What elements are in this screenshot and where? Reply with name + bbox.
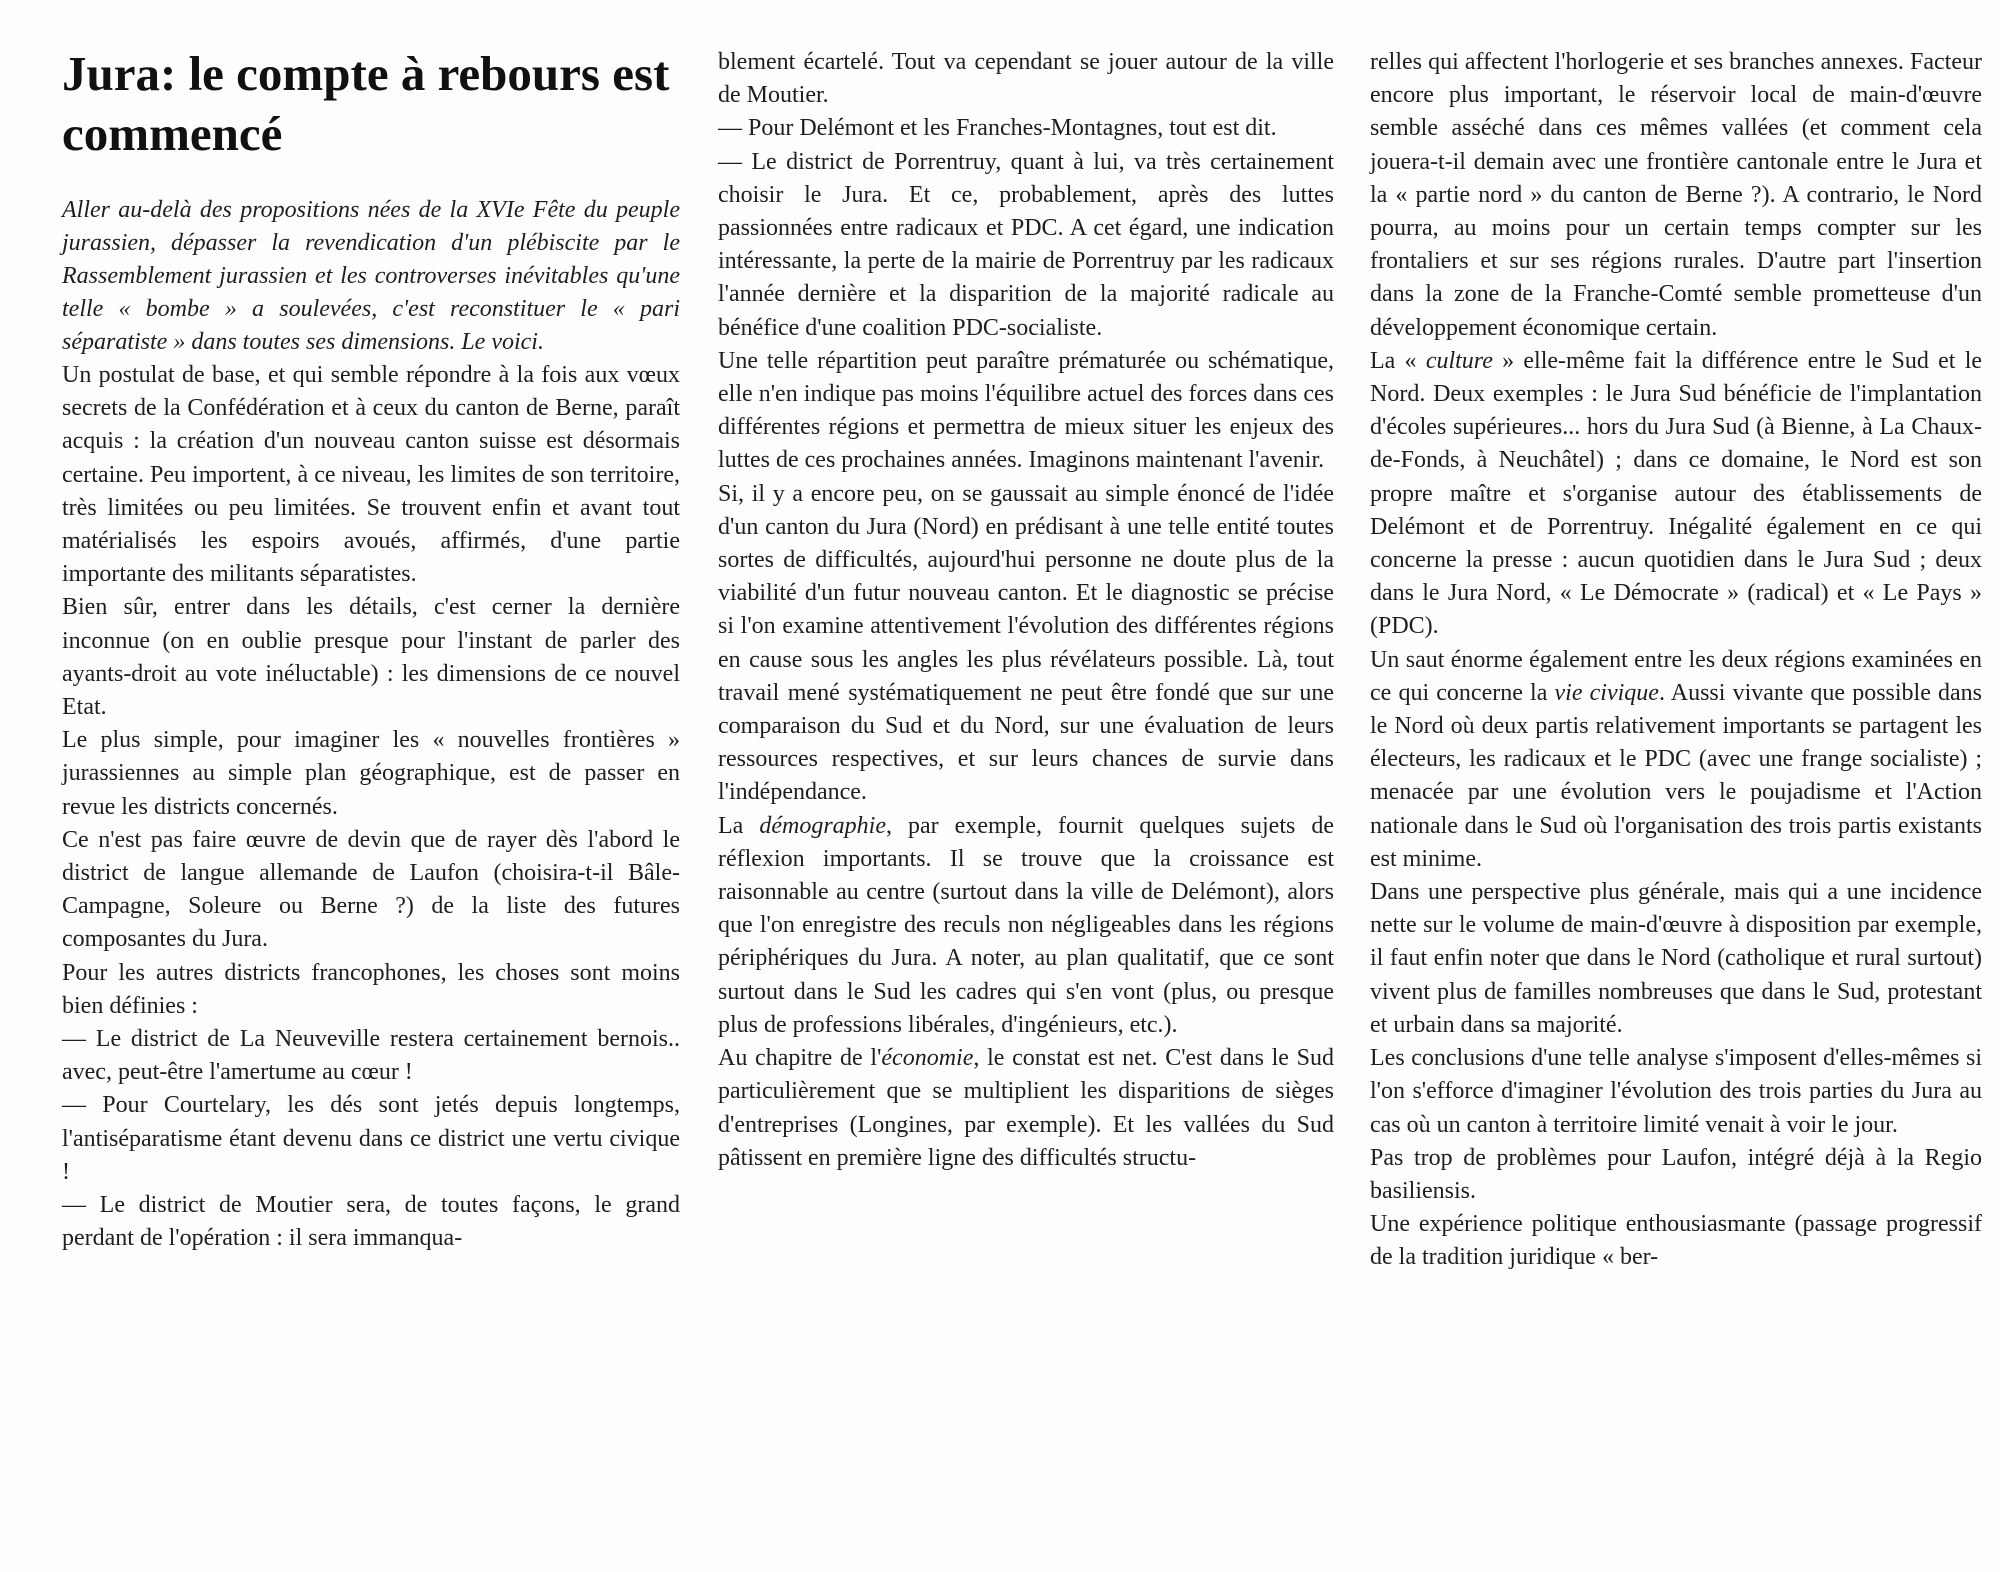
- paragraph: [1370, 644, 1982, 876]
- article-lede: Aller au-delà des propositions nées de la XVIe Fête du peuple jurassien, dépasser la revendication d'un plébiscite par le Rassemblement jurassien et les controverses inévitables qu'une telle « bombe » a soulevées, c'est reconstituer le « pari séparatiste » dans toutes ses dimensions. Le voici.: [62, 197, 680, 355]
- paragraph: — Pour Courtelary, les dés sont jetés depuis longtemps, l'antiséparatisme étant devenu dans ce district une vertu civique !: [62, 1092, 680, 1185]
- text-run: , le constat est net. C'est dans le Sud particulièrement que se multiplient les disparitions de sièges d'entreprises (Longines, par exemple). Et les vallées du Sud pâtissent en première ligne des difficultés structu-: [718, 1045, 1335, 1171]
- paragraph: Les conclusions d'une telle analyse s'imposent d'elles-mêmes si l'on s'efforce d'imaginer l'évolution des trois parties du Jura au cas où un canton à territoire limité venait à voir le jour.: [1370, 1045, 1982, 1138]
- emphasis-economie: économie: [881, 1045, 974, 1072]
- text-run: Un saut énorme également entre les deux régions examinées en ce qui concerne la: [1370, 646, 1982, 706]
- paragraph: Bien sûr, entrer dans les détails, c'est cerner la dernière inconnue (on en oublie presque pour l'instant de parler des ayants-droit au vote inéluctable) : les dimensions de ce nouvel Etat.: [62, 594, 680, 721]
- emphasis-vie-civique: vie civique: [1554, 679, 1659, 706]
- paragraph: — Le district de Moutier sera, de toutes façons, le grand perdant de l'opération : il sera immanqua-: [62, 1192, 680, 1252]
- paragraph: — Le district de Porrentruy, quant à lui, va très certainement choisir le Jura. Et ce, probablement, après des luttes passionnées entre radicaux et PDC. A cet égard, une indication intéressante, la perte de la mairie de Porrentruy par les radicaux l'année dernière et la disparition de la majorité radicale au bénéfice d'une coalition PDC-socialiste.: [718, 148, 1334, 341]
- text-run: » elle-même fait la différence entre le Sud et le Nord. Deux exemples : le Jura Sud bénéficie de l'implantation d'écoles supérieures... hors du Jura Sud (à Bienne, à La Chaux-de-Fonds, à Neuchâtel) ; dans ce domaine, le Nord est son propre maître et s'organise autour des établissements de Delémont et de Porrentruy. Inégalité également en ce qui concerne la presse : aucun quotidien dans le Jura Sud ; deux dans le Jura Nord, « Le Démocrate » (radical) et « Le Pays » (PDC).: [1370, 347, 1983, 640]
- paragraph: [1370, 345, 1982, 644]
- paragraph: [718, 1042, 1334, 1175]
- column-2: [718, 46, 1334, 1175]
- paragraph: relles qui affectent l'horlogerie et ses branches annexes. Facteur encore plus important, le réservoir local de main-d'œuvre semble asséché dans ces mêmes vallées (et comment cela jouera-t-il demain avec une frontière cantonale entre le Jura et la « partie nord » du canton de Berne ?). A contrario, le Nord pourra, au moins pour un certain temps compter sur les frontaliers et sur ses régions rurales. D'autre part l'insertion dans la zone de la Franche-Comté semble prometteuse d'un développement économique certain.: [1370, 49, 1982, 341]
- paragraph: Une expérience politique enthousiasmante (passage progressif de la tradition juridique « ber-: [1370, 1211, 1982, 1271]
- paragraph: — Pour Delémont et les Franches-Montagnes, tout est dit.: [718, 115, 1277, 142]
- text-run: La «: [1370, 347, 1426, 374]
- column-3: [1370, 46, 1982, 1275]
- text-run: , par exemple, fournit quelques sujets de réflexion importants. Il se trouve que la croissance est raisonnable au centre (surtout dans la ville de Delémont), alors que l'on enregistre des reculs non négligeables dans les régions périphériques du Jura. A noter, au plan qualitatif, que ce sont surtout dans le Sud les cadres qui s'en vont (plus, ou presque plus de professions libérales, d'ingénieurs, etc.).: [718, 812, 1335, 1038]
- column-1: [62, 44, 680, 1255]
- text-run: La: [718, 812, 760, 839]
- paragraph: Pour les autres districts francophones, les choses sont moins bien définies :: [62, 959, 680, 1019]
- paragraph: Dans une perspective plus générale, mais qui a une incidence nette sur le volume de main-d'œuvre à disposition par exemple, il faut enfin noter que dans le Nord (catholique et rural surtout) vivent plus de familles nombreuses que dans le Sud, protestant et urbain dans sa majorité.: [1370, 879, 1982, 1038]
- article-headline: Jura: le compte à rebours est commencé: [62, 46, 670, 161]
- emphasis-culture: culture: [1425, 347, 1493, 374]
- column-1-body: [62, 359, 680, 1255]
- paragraph: [718, 810, 1334, 1042]
- paragraph: Si, il y a encore peu, on se gaussait au simple énoncé de l'idée d'un canton du Jura (Nord) en prédisant à une telle entité toutes sortes de difficultés, aujourd'hui personne ne doute plus de la viabilité d'un futur nouveau canton. Et le diagnostic se précise si l'on examine attentivement l'évolution des différentes régions en cause sous les angles les plus révélateurs possible. Là, tout travail mené systématiquement ne peut être fondé que sur une comparaison du Sud et du Nord, sur une évaluation de leurs ressources respectives, et sur leurs chances de survie dans l'indépendance.: [718, 480, 1334, 806]
- paragraph: Un postulat de base, et qui semble répondre à la fois aux vœux secrets de la Confédération et à ceux du canton de Berne, paraît acquis : la création d'un nouveau canton suisse est désormais certaine. Peu importent, à ce niveau, les limites de son territoire, très limitées ou peu limitées. Se trouvent enfin et avant tout matérialisés les espoirs avoués, affirmés, d'une partie importante des militants séparatistes.: [62, 362, 680, 588]
- emphasis-demographie: démographie: [759, 812, 886, 839]
- paragraph: Le plus simple, pour imaginer les « nouvelles frontières » jurassiennes au simple plan géographique, est de passer en revue les districts concernés.: [62, 727, 680, 820]
- text-run: Au chapitre de l': [718, 1045, 882, 1072]
- paragraph: Pas trop de problèmes pour Laufon, intégré déjà à la Regio basiliensis.: [1370, 1144, 1982, 1204]
- paragraph: — Le district de La Neuveville restera certainement bernois.. avec, peut-être l'amertume au cœur !: [62, 1026, 680, 1086]
- text-run: . Aussi vivante que possible dans le Nord où deux partis relativement importants se partagent les électeurs, les radicaux et le PDC (avec une frange socialiste) ; menacée par une évolution vers le poujadisme et l'Action nationale dans le Sud où l'organisation des trois partis existants est minime.: [1370, 679, 1983, 872]
- paragraph: Une telle répartition peut paraître prématurée ou schématique, elle n'en indique pas moins l'équilibre actuel des forces dans ces différentes régions et permettra de mieux situer les enjeux des luttes de ces prochaines années. Imaginons maintenant l'avenir.: [718, 347, 1334, 474]
- paragraph: blement écartelé. Tout va cependant se jouer autour de la ville de Moutier.: [718, 49, 1334, 109]
- paragraph: Ce n'est pas faire œuvre de devin que de rayer dès l'abord le district de langue allemande de Laufon (choisira-t-il Bâle-Campagne, Soleure ou Berne ?) de la liste des futures composantes du Jura.: [62, 826, 680, 953]
